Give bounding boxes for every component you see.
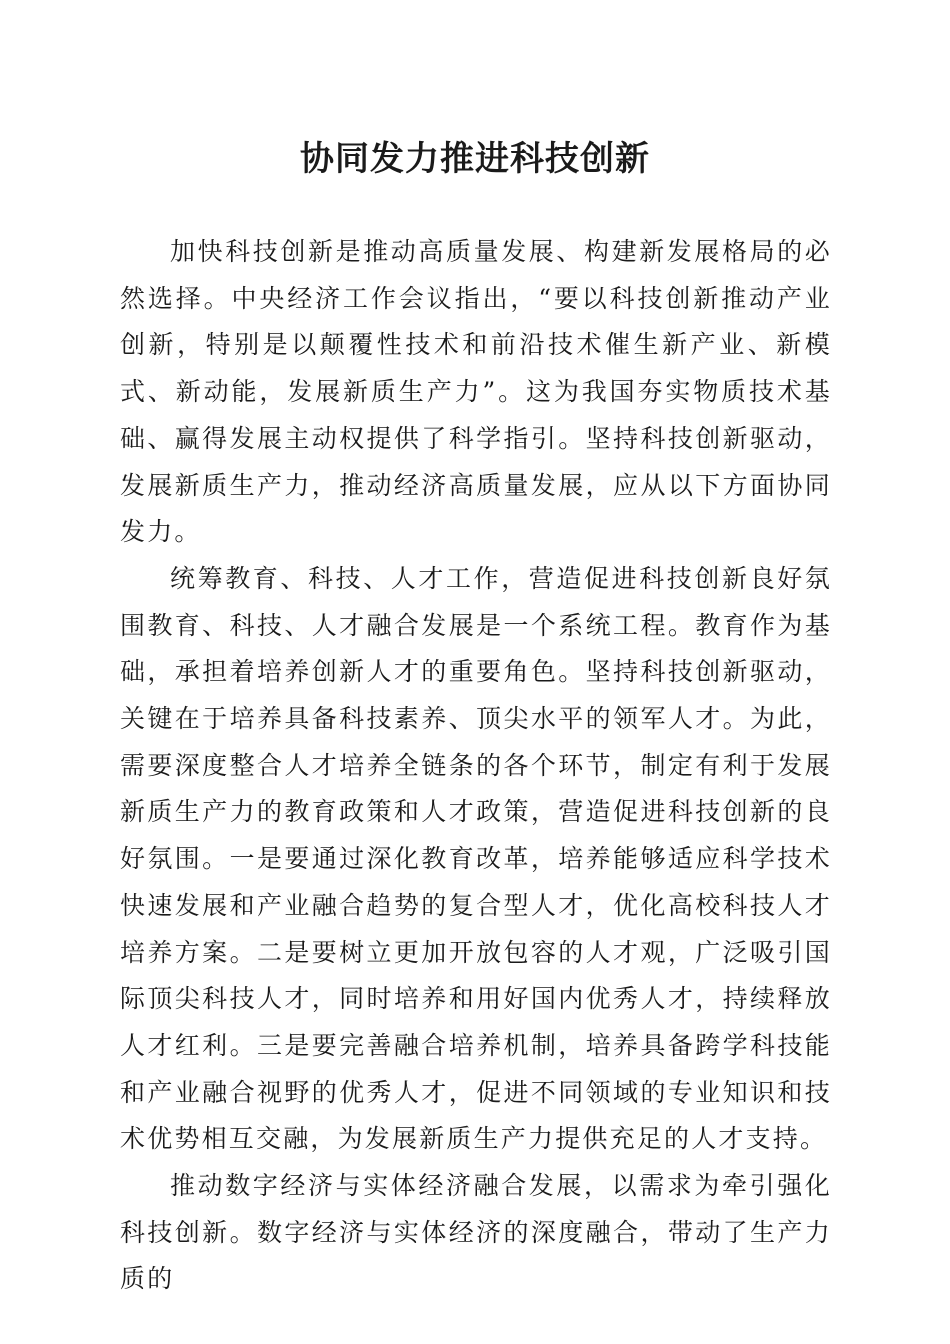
- document-body: [120, 229, 832, 1303]
- paragraph-intro: 加快科技创新是推动高质量发展、构建新发展格局的必然选择。中央经济工作会议指出，“要以科技创新推动产业创新，特别是以颠覆性技术和前沿技术催生新产业、新模式、新动能，发展新质生产力”。这为我国夯实物质技术基础、赢得发展主动权提供了科学指引。坚持科技创新驱动，发展新质生产力，推动经济高质量发展，应从以下方面协同发力。: [120, 237, 832, 547]
- paragraph-digital-economy: 推动数字经济与实体经济融合发展，以需求为牵引强化科技创新。数字经济与实体经济的深度融合，带动了生产力质的: [120, 1171, 832, 1294]
- paragraph-education-talent: 统筹教育、科技、人才工作，营造促进科技创新良好氛围教育、科技、人才融合发展是一个系统工程。教育作为基础，承担着培养创新人才的重要角色。坚持科技创新驱动，关键在于培养具备科技素养、顶尖水平的领军人才。为此，需要深度整合人才培养全链条的各个环节，制定有利于发展新质生产力的教育政策和人才政策，营造促进科技创新的良好氛围。一是要通过深化教育改革，培养能够适应科学技术快速发展和产业融合趋势的复合型人才，优化高校科技人才培养方案。二是要树立更加开放包容的人才观，广泛吸引国际顶尖科技人才，同时培养和用好国内优秀人才，持续释放人才红利。三是要完善融合培养机制，培养具备跨学科技能和产业融合视野的优秀人才，促进不同领域的专业知识和技术优势相互交融，为发展新质生产力提供充足的人才支持。: [120, 563, 832, 1154]
- document-title: 协同发力推进科技创新: [300, 139, 650, 179]
